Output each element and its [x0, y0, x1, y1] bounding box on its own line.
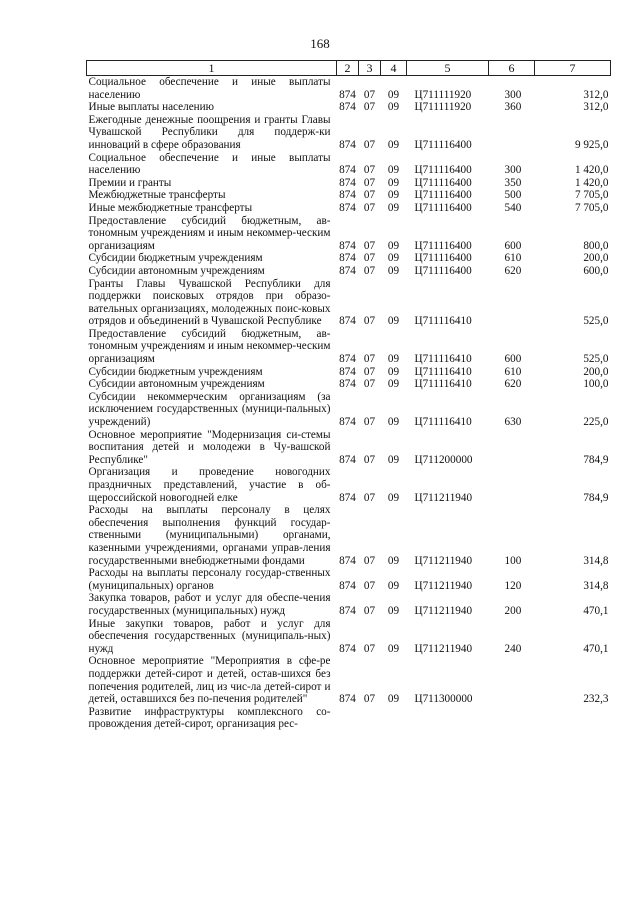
row-subsection-code: 09 — [387, 579, 400, 592]
row-section-code: 07 — [363, 239, 376, 252]
table-row — [87, 215, 611, 253]
row-name: Иные выплаты населению — [88, 101, 214, 114]
row-target-article: Ц711116410 — [414, 378, 472, 391]
row-target-article: Ц711116400 — [414, 176, 472, 189]
row-ministry-code — [337, 706, 359, 731]
header-col-6: 6 — [489, 61, 535, 76]
row-name: Премии и гранты — [88, 176, 172, 189]
row-expense-type: 620 — [504, 378, 522, 391]
row-ministry-code: 874 — [339, 164, 356, 177]
row-expense-type: 300 — [504, 88, 522, 101]
row-expense-type: 630 — [504, 416, 522, 429]
row-ministry-code: 874 — [339, 101, 356, 114]
row-ministry-code: 874 — [339, 579, 356, 592]
row-name: Расходы на выплаты персоналу в целях обеспечения выполнения функций государ-ственными (муниципальными) органами, казенными учреждениями, органами управ-ления государственными внебюджетными фондами — [88, 504, 331, 567]
table-header — [87, 61, 611, 76]
row-subsection-code: 09 — [387, 378, 400, 391]
row-expense-type: 610 — [504, 252, 522, 265]
row-name: Социальное обеспечение и иные выплаты населению — [88, 151, 331, 177]
row-name: Социальное обеспечение и иные выплаты населению — [88, 76, 331, 101]
row-target-article — [407, 706, 489, 731]
row-amount: 600,0 — [583, 264, 609, 277]
row-amount: 7 705,0 — [574, 189, 609, 202]
row-ministry-code: 874 — [339, 453, 356, 466]
row-subsection-code: 09 — [387, 453, 400, 466]
row-section-code: 07 — [363, 201, 376, 214]
row-amount: 312,0 — [583, 88, 609, 101]
row-subsection-code: 09 — [387, 491, 400, 504]
row-amount: 232,3 — [583, 693, 609, 706]
row-expense-type — [489, 466, 535, 504]
row-amount: 784,9 — [583, 453, 609, 466]
row-subsection-code: 09 — [387, 604, 400, 617]
row-amount: 314,8 — [583, 579, 609, 592]
row-section-code: 07 — [363, 554, 376, 567]
header-col-7: 7 — [535, 61, 611, 76]
table-row — [87, 177, 611, 190]
row-section-code: 07 — [363, 579, 376, 592]
row-amount: 1 420,0 — [574, 164, 609, 177]
row-target-article: Ц711116410 — [414, 353, 472, 366]
table-row — [87, 391, 611, 429]
row-subsection-code: 09 — [387, 201, 400, 214]
row-amount: 7 705,0 — [574, 201, 609, 214]
row-section-code: 07 — [363, 353, 376, 366]
row-subsection-code: 09 — [387, 554, 400, 567]
row-subsection-code: 09 — [387, 693, 400, 706]
row-name: Организация и проведение новогодних праздничных представлений, участие в об-щероссийской новогодней елке — [88, 466, 331, 504]
table-row — [87, 706, 611, 731]
row-amount: 525,0 — [583, 315, 609, 328]
row-amount: 800,0 — [583, 239, 609, 252]
row-expense-type — [489, 655, 535, 705]
row-target-article: Ц711300000 — [414, 693, 473, 706]
row-target-article: Ц711116400 — [414, 189, 472, 202]
row-expense-type — [489, 429, 535, 467]
row-amount: 784,9 — [583, 491, 609, 504]
header-col-5: 5 — [407, 61, 489, 76]
header-col-4: 4 — [381, 61, 407, 76]
row-subsection-code: 09 — [387, 164, 400, 177]
row-section-code: 07 — [363, 315, 376, 328]
table-row — [87, 592, 611, 617]
row-target-article: Ц711200000 — [414, 453, 473, 466]
row-section-code: 07 — [363, 176, 376, 189]
row-target-article: Ц711116400 — [414, 252, 472, 265]
row-target-article: Ц711116410 — [414, 365, 472, 378]
row-expense-type: 120 — [504, 579, 522, 592]
row-section-code: 07 — [363, 642, 376, 655]
row-target-article: Ц711116400 — [414, 239, 472, 252]
row-ministry-code: 874 — [339, 642, 356, 655]
row-ministry-code: 874 — [339, 365, 356, 378]
row-subsection-code: 09 — [387, 239, 400, 252]
table-row — [87, 114, 611, 152]
table-row — [87, 429, 611, 467]
header-row — [87, 61, 611, 76]
table-row — [87, 152, 611, 177]
row-expense-type — [489, 706, 535, 731]
row-amount: 312,0 — [583, 101, 609, 114]
row-subsection-code: 09 — [387, 88, 400, 101]
row-amount: 470,1 — [583, 642, 609, 655]
row-subsection-code: 09 — [387, 353, 400, 366]
budget-table — [86, 60, 611, 731]
row-amount: 225,0 — [583, 416, 609, 429]
row-subsection-code: 09 — [387, 264, 400, 277]
row-target-article: Ц711116410 — [414, 315, 472, 328]
row-ministry-code: 874 — [339, 138, 356, 151]
row-expense-type: 240 — [504, 642, 522, 655]
row-section-code: 07 — [363, 164, 376, 177]
row-section-code: 07 — [363, 491, 376, 504]
row-expense-type: 360 — [504, 101, 522, 114]
table-row — [87, 328, 611, 366]
row-subsection-code: 09 — [387, 642, 400, 655]
row-expense-type — [489, 278, 535, 328]
table-body — [87, 76, 611, 731]
table-row — [87, 466, 611, 504]
row-expense-type — [489, 114, 535, 152]
row-section-code — [359, 706, 381, 731]
row-section-code: 07 — [363, 138, 376, 151]
row-section-code: 07 — [363, 88, 376, 101]
row-expense-type: 610 — [504, 365, 522, 378]
row-target-article: Ц711116400 — [414, 138, 472, 151]
row-target-article: Ц711111920 — [414, 88, 472, 101]
row-ministry-code: 874 — [339, 189, 356, 202]
row-name: Ежегодные денежные поощрения и гранты Главы Чувашской Республики для поддерж-ки инноваций в сфере образования — [88, 113, 331, 151]
table-row — [87, 366, 611, 379]
row-target-article: Ц711116400 — [414, 164, 472, 177]
row-section-code: 07 — [363, 416, 376, 429]
row-ministry-code: 874 — [339, 693, 356, 706]
row-name: Предоставление субсидий бюджетным, ав-тономным учреждениям и иным некоммер-ческим организациям — [88, 214, 331, 252]
row-target-article: Ц711211940 — [414, 491, 473, 504]
row-expense-type: 200 — [504, 604, 522, 617]
table-row — [87, 101, 611, 114]
row-amount: 9 925,0 — [574, 138, 609, 151]
row-name: Предоставление субсидий бюджетным, ав-тономным учреждениям и иным некоммер-ческим организациям — [88, 327, 331, 366]
row-section-code: 07 — [363, 604, 376, 617]
table-row — [87, 189, 611, 202]
row-amount: 200,0 — [583, 252, 609, 265]
row-expense-type: 300 — [504, 164, 522, 177]
row-name: Иные межбюджетные трансферты — [88, 201, 253, 214]
row-ministry-code: 874 — [339, 239, 356, 252]
row-name: Основное мероприятие "Мероприятия в сфе-ре поддержки детей-сирот и детей, остав-шихся без попечения родителей, лиц из чис-ла детей-сирот и детей, оставшихся без по-печения родителей" — [88, 655, 331, 706]
row-amount: 470,1 — [583, 604, 609, 617]
row-expense-type: 350 — [504, 176, 522, 189]
row-subsection-code: 09 — [387, 365, 400, 378]
row-name: Субсидии бюджетным учреждениям — [88, 365, 263, 378]
table-row — [87, 265, 611, 278]
row-expense-type: 540 — [504, 201, 522, 214]
row-name: Субсидии автономным учреждениям — [88, 378, 265, 391]
page-number: 168 — [310, 36, 330, 51]
row-expense-type: 620 — [504, 264, 522, 277]
row-subsection-code: 09 — [387, 252, 400, 265]
table-row — [87, 252, 611, 265]
row-section-code: 07 — [363, 378, 376, 391]
row-target-article: Ц711116400 — [414, 201, 472, 214]
row-amount: 314,8 — [583, 554, 609, 567]
row-amount: 1 420,0 — [574, 176, 609, 189]
row-name: Расходы на выплаты персоналу государ-ственных (муниципальных) органов — [88, 567, 331, 592]
row-section-code: 07 — [363, 453, 376, 466]
row-amount: 525,0 — [583, 353, 609, 366]
row-name: Субсидии некоммерческим организациям (за исключением государственных (муници-пальных) учреждений) — [88, 390, 331, 429]
row-name: Развитие инфраструктуры комплексного со-провождения детей-сирот, организация рес- — [88, 705, 331, 731]
table-row — [87, 278, 611, 328]
row-ministry-code: 874 — [339, 264, 356, 277]
row-name: Гранты Главы Чувашской Республики для поддержки поисковых отрядов при образо-вательных организациях, молодежных поис-ковых отрядов и объединений в Чувашской Республике — [88, 277, 331, 328]
table-row — [87, 76, 611, 102]
row-expense-type: 100 — [504, 554, 522, 567]
row-ministry-code: 874 — [339, 252, 356, 265]
header-col-2: 2 — [337, 61, 359, 76]
row-target-article: Ц711116400 — [414, 264, 472, 277]
row-name: Субсидии бюджетным учреждениям — [88, 252, 263, 265]
row-name: Основное мероприятие "Модернизация си-стемы воспитания детей и молодежи в Чу-вашской Республике" — [88, 428, 331, 466]
row-target-article: Ц711211940 — [414, 642, 473, 655]
row-ministry-code: 874 — [339, 176, 356, 189]
row-target-article: Ц711211940 — [414, 604, 473, 617]
table-row — [87, 378, 611, 391]
row-subsection-code — [381, 706, 407, 731]
row-target-article: Ц711211940 — [414, 554, 473, 567]
row-ministry-code: 874 — [339, 378, 356, 391]
row-amount — [535, 706, 611, 731]
row-amount: 100,0 — [583, 378, 609, 391]
row-subsection-code: 09 — [387, 416, 400, 429]
row-section-code: 07 — [363, 264, 376, 277]
row-section-code: 07 — [363, 693, 376, 706]
row-name: Иные закупки товаров, работ и услуг для обеспечения государственных (муниципаль-ных) нужд — [88, 617, 331, 655]
row-subsection-code: 09 — [387, 189, 400, 202]
row-target-article: Ц711211940 — [414, 579, 473, 592]
row-subsection-code: 09 — [387, 176, 400, 189]
row-ministry-code: 874 — [339, 416, 356, 429]
row-section-code: 07 — [363, 189, 376, 202]
row-expense-type: 600 — [504, 353, 522, 366]
row-ministry-code: 874 — [339, 353, 356, 366]
row-section-code: 07 — [363, 365, 376, 378]
header-col-3: 3 — [359, 61, 381, 76]
row-ministry-code: 874 — [339, 315, 356, 328]
row-expense-type: 600 — [504, 239, 522, 252]
row-subsection-code: 09 — [387, 101, 400, 114]
row-expense-type: 500 — [504, 189, 522, 202]
table-row — [87, 567, 611, 592]
row-subsection-code: 09 — [387, 138, 400, 151]
header-col-1: 1 — [87, 61, 337, 76]
row-ministry-code: 874 — [339, 491, 356, 504]
row-section-code: 07 — [363, 252, 376, 265]
table-row — [87, 202, 611, 215]
row-name: Субсидии автономным учреждениям — [88, 264, 265, 277]
row-subsection-code: 09 — [387, 315, 400, 328]
table-row — [87, 504, 611, 567]
row-ministry-code: 874 — [339, 604, 356, 617]
row-name: Закупка товаров, работ и услуг для обеспе-чения государственных (муниципальных) нужд — [88, 592, 331, 617]
row-target-article: Ц711111920 — [414, 101, 472, 114]
row-name: Межбюджетные трансферты — [88, 189, 226, 202]
row-ministry-code: 874 — [339, 201, 356, 214]
row-ministry-code: 874 — [339, 554, 356, 567]
row-ministry-code: 874 — [339, 88, 356, 101]
row-target-article: Ц711116410 — [414, 416, 472, 429]
row-section-code: 07 — [363, 101, 376, 114]
row-amount: 200,0 — [583, 365, 609, 378]
table-row — [87, 618, 611, 656]
table-row — [87, 655, 611, 705]
